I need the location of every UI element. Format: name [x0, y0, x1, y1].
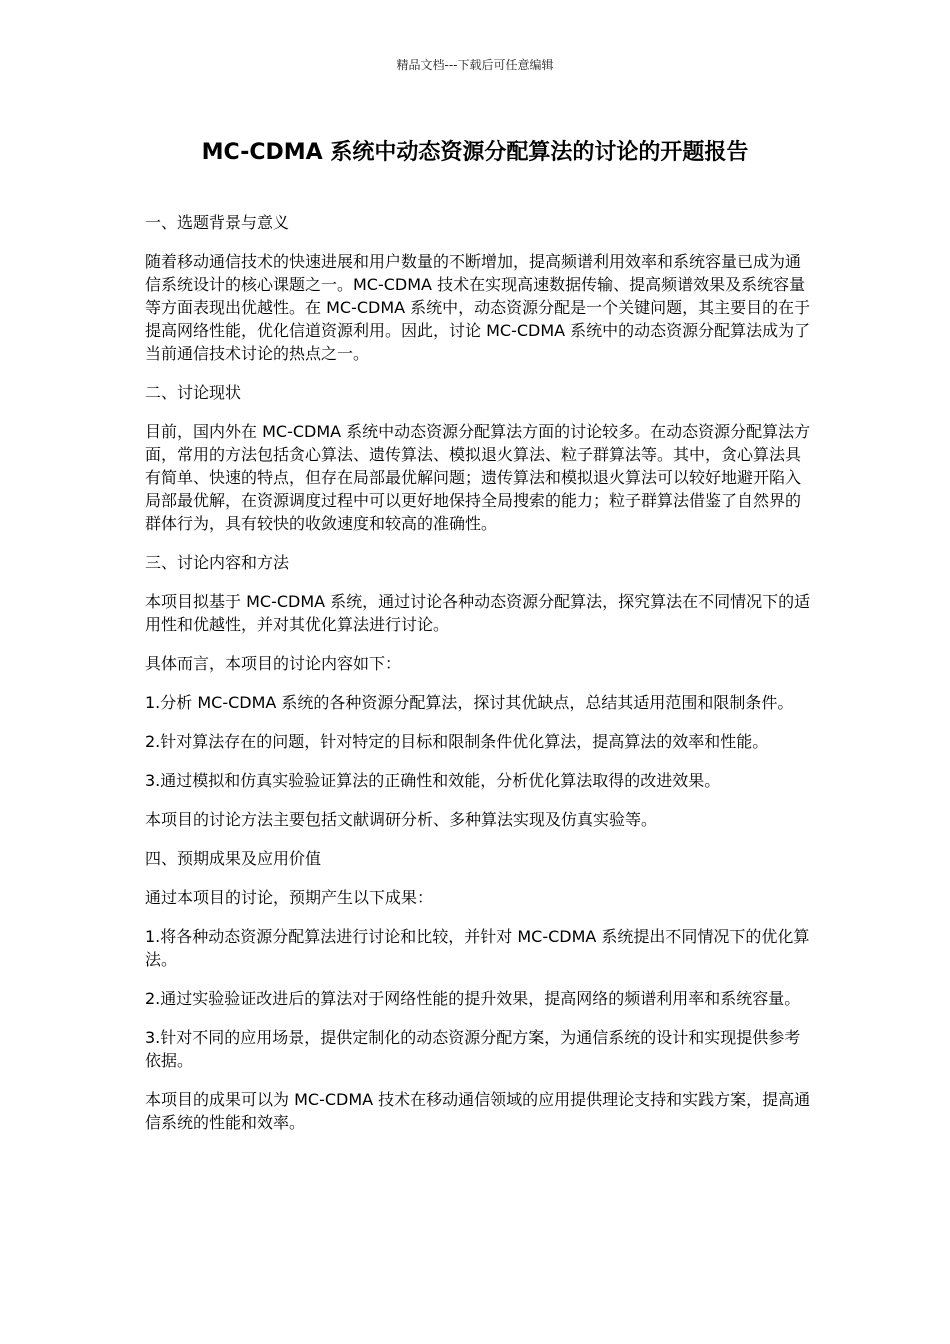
list-item: 1.分析 MC-CDMA 系统的各种资源分配算法，探讨其优缺点，总结其适用范围和限制条件。: [145, 693, 794, 712]
list-item: 3.针对不同的应用场景，提供定制化的动态资源分配方案，为通信系统的设计和实现提供参考依据。: [145, 1028, 801, 1070]
list-item: 1.将各种动态资源分配算法进行讨论和比较，并针对 MC-CDMA 系统提出不同情况下的优化算法。: [145, 927, 810, 969]
section-heading-expected-results: 四、预期成果及应用价值: [145, 849, 322, 868]
list-item: 2.通过实验验证改进后的算法对于网络性能的提升效果，提高网络的频谱利用率和系统容量。: [145, 989, 801, 1008]
paragraph: 具体而言，本项目的讨论内容如下：: [145, 654, 402, 673]
list-item: 3.通过模拟和仿真实验验证算法的正确性和效能，分析优化算法取得的改进效果。: [145, 771, 721, 790]
list-item: 2.针对算法存在的问题，针对特定的目标和限制条件优化算法，提高算法的效率和性能。: [145, 732, 769, 751]
paragraph: 本项目的成果可以为 MC-CDMA 技术在移动通信领域的应用提供理论支持和实践方案，提高通信系统的性能和效率。: [145, 1090, 811, 1132]
paragraph: 本项目的讨论方法主要包括文献调研分析、多种算法实现及仿真实验等。: [145, 810, 658, 829]
paragraph: 随着移动通信技术的快速进展和用户数量的不断增加，提高频谱利用效率和系统容量已成为通信系统设计的核心课题之一。MC-CDMA 技术在实现高速数据传输、提高频谱效果及系统容量等方面表现出优越性。在 MC-CDMA 系统中，动态资源分配是一个关键问题，其主要目的在于提高网络性能，优化信道资源利用。因此，讨论 MC-CDMA 系统中的动态资源分配算法成为了当前通信技术讨论的热点之一。: [145, 252, 811, 363]
paragraph: 本项目拟基于 MC-CDMA 系统，通过讨论各种动态资源分配算法，探究算法在不同情况下的适用性和优越性，并对其优化算法进行讨论。: [145, 592, 811, 634]
section-heading-background: 一、选题背景与意义: [145, 213, 290, 232]
section-heading-status: 二、讨论现状: [145, 383, 242, 402]
section-heading-content-method: 三、讨论内容和方法: [145, 553, 290, 572]
paragraph: 目前，国内外在 MC-CDMA 系统中动态资源分配算法方面的讨论较多。在动态资源分配算法方面，常用的方法包括贪心算法、遗传算法、模拟退火算法、粒子群算法等。其中，贪心算法具有简单、快速的特点，但存在局部最优解问题；遗传算法和模拟退火算法可以较好地避开陷入局部最优解，在资源调度过程中可以更好地保持全局搜索的能力；粒子群算法借鉴了自然界的群体行为，具有较快的收敛速度和较高的准确性。: [145, 422, 811, 533]
document-title: MC-CDMA 系统中动态资源分配算法的讨论的开题报告: [201, 140, 749, 165]
header-note: 精品文档---下载后可任意编辑: [396, 58, 554, 72]
paragraph: 通过本项目的讨论，预期产生以下成果：: [145, 888, 434, 907]
document-body: [145, 211, 813, 1150]
